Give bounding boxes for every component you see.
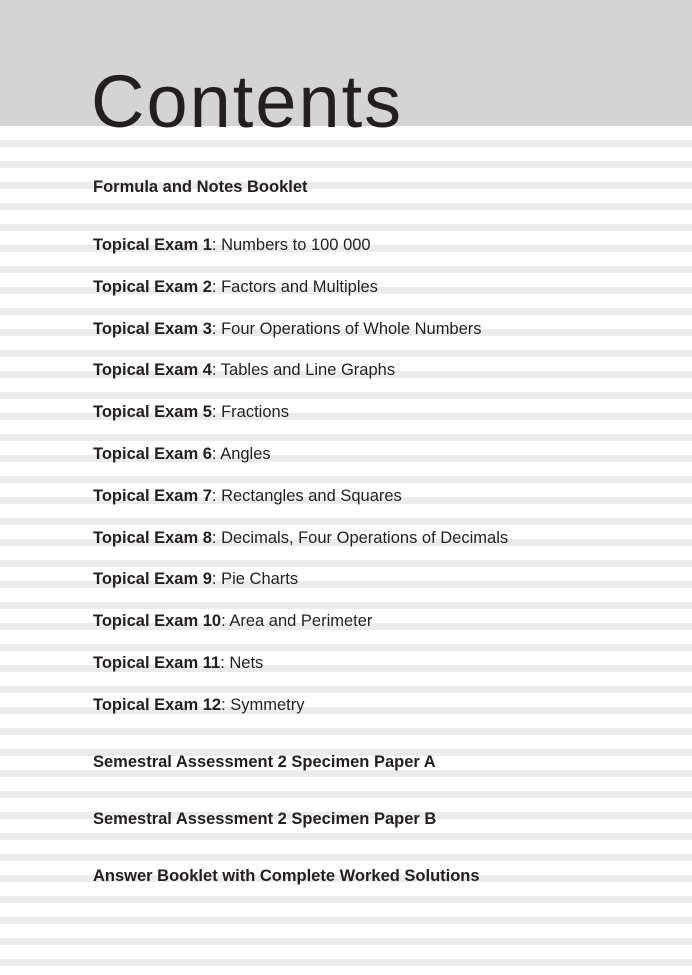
toc-entry-label: Topical Exam 2 (93, 277, 212, 296)
toc-entry-specimen-paper-b (93, 808, 436, 830)
toc-entry-label: Topical Exam 12 (93, 695, 222, 714)
toc-entry-topic: Decimals, Four Operations of Decimals (221, 528, 509, 547)
toc-entry-topical-exam-12: Topical Exam 12: Symmetry (93, 695, 305, 714)
toc-entry-formula-booklet (93, 176, 308, 198)
toc-entry-topical-exam-10: Topical Exam 10: Area and Perimeter (93, 612, 373, 631)
toc-entry-label: Topical Exam 6 (93, 445, 212, 463)
toc-entry-topic: Nets (229, 654, 264, 672)
toc-entry-topic: Area and Perimeter (229, 612, 373, 631)
toc-entry-topic: Four Operations of Whole Numbers (221, 319, 482, 338)
toc-entry-label: Topical Exam 1 (93, 236, 212, 254)
toc-entry-topical-exam-8: Topical Exam 8: Decimals, Four Operations of Decimals (93, 528, 509, 547)
toc-entry-topic: Rectangles and Squares (221, 486, 402, 505)
toc-entry-topic: Numbers to 100 000 (221, 236, 371, 254)
toc-entry-label: Topical Exam 10 (93, 612, 222, 631)
toc-entry-label: Topical Exam 3 (93, 319, 212, 338)
toc-entry-topic: Tables and Line Graphs (220, 361, 396, 380)
toc-entry-specimen-paper-a (93, 751, 436, 773)
toc-entry-topical-exam-9: Topical Exam 9: Pie Charts (93, 570, 299, 589)
toc-entry-topic: Angles (220, 445, 271, 463)
toc-entry-topic: Symmetry (230, 695, 305, 714)
toc-entry-label: Topical Exam 5 (93, 403, 212, 422)
toc-entry-label: Semestral Assessment 2 Specimen Paper A (93, 753, 436, 771)
toc-entry-topical-exam-4: Topical Exam 4: Tables and Line Graphs (93, 361, 396, 380)
page-title: Contents (91, 60, 404, 143)
toc-entry-label: Semestral Assessment 2 Specimen Paper B (93, 810, 437, 828)
toc-entry-topical-exam-6: Topical Exam 6: Angles (93, 445, 271, 463)
toc-entry-topic: Fractions (221, 403, 289, 422)
toc-entry-topical-exam-5: Topical Exam 5: Fractions (93, 403, 289, 422)
toc-entry-topical-exam-2: Topical Exam 2: Factors and Multiples (93, 277, 378, 296)
toc-entry-topic: Pie Charts (221, 570, 299, 589)
toc-entry-topical-exam-11: Topical Exam 11: Nets (93, 654, 264, 672)
toc-entry-answer-booklet (93, 865, 480, 887)
toc-entry-label: Topical Exam 11 (93, 654, 221, 672)
toc-entry-topical-exam-1: Topical Exam 1: Numbers to 100 000 (93, 236, 371, 254)
toc-entry-label: Topical Exam 4 (93, 361, 212, 380)
toc-entry-label: Answer Booklet with Complete Worked Solutions (93, 867, 480, 885)
toc-entry-topical-exam-7: Topical Exam 7: Rectangles and Squares (93, 486, 402, 505)
toc-entry-label: Topical Exam 7 (93, 486, 212, 505)
toc-entry-label: Topical Exam 8 (93, 528, 212, 547)
toc-entry-topic: Factors and Multiples (221, 277, 378, 296)
toc-entry-label: Topical Exam 9 (93, 570, 212, 589)
toc-entry-topical-exam-3: Topical Exam 3: Four Operations of Whole Numbers (93, 319, 482, 338)
toc-entry-label: Formula and Notes Booklet (93, 178, 308, 196)
